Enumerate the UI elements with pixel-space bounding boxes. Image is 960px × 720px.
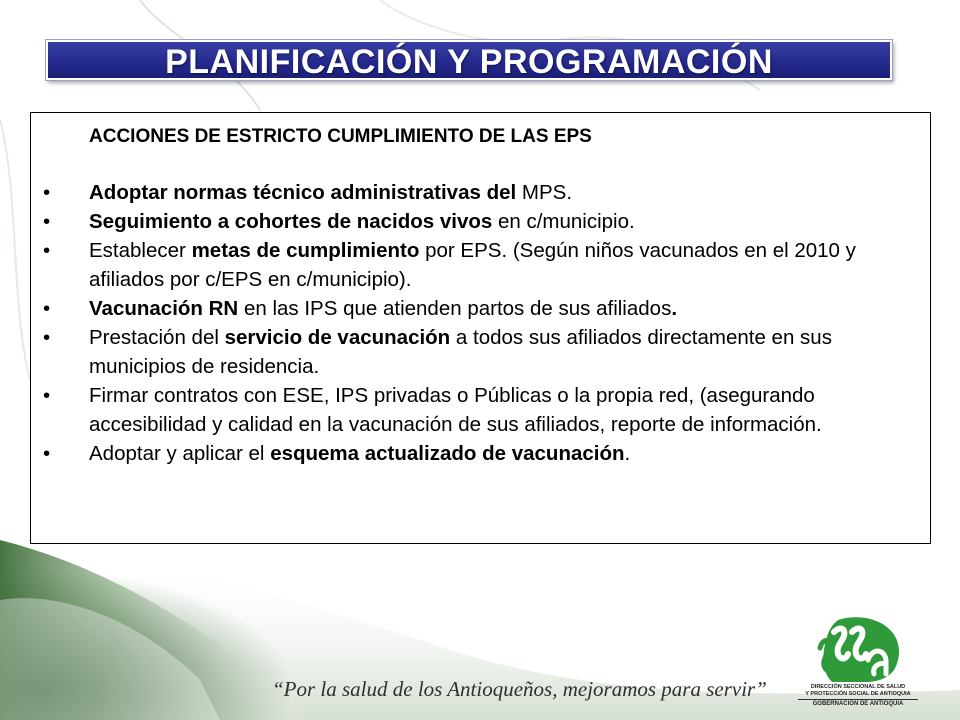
bullet-text: .	[624, 442, 631, 465]
bullet-icon: •	[43, 239, 51, 262]
bullet-item	[41, 294, 926, 323]
logo-line-3: GOBERNACIÓN DE ANTIOQUIA	[798, 699, 918, 708]
bullet-item	[41, 323, 926, 381]
bullet-bold: metas de cumplimiento	[191, 239, 420, 262]
bullet-list	[41, 178, 926, 468]
bullet-item	[41, 236, 926, 294]
bullet-icon: •	[43, 181, 51, 204]
bullet-text: Prestación del	[89, 326, 225, 349]
bullet-icon: •	[43, 384, 51, 407]
bullet-bold: Adoptar normas técnico administrativas del	[89, 181, 517, 204]
bullet-icon: •	[43, 210, 51, 233]
page-title: PLANIFICACIÓN Y PROGRAMACIÓN	[165, 43, 773, 81]
bullet-bold: .	[671, 297, 678, 320]
bullet-bold: Seguimiento a cohortes de nacidos vivos	[89, 210, 493, 233]
bullet-text: Firmar contratos con ESE, IPS privadas o Públicas o la propia red, (asegurando accesibilidad y calidad en la vacunación de sus afiliados, reporte de información.	[89, 384, 822, 436]
content-box	[30, 112, 931, 544]
bullet-text: en c/municipio.	[492, 210, 635, 233]
title-bar	[46, 40, 892, 80]
bullet-text: en las IPS que atienden partos de sus afiliados	[238, 297, 672, 320]
bullet-item	[41, 207, 926, 236]
bullet-item	[41, 381, 926, 439]
bullet-text: por EPS. (Según niños vacunados en el 2010 y afiliados por c/EPS en c/municipio).	[89, 239, 856, 291]
bullet-text: MPS.	[516, 181, 573, 204]
bullet-bold: Vacunación RN	[89, 297, 239, 320]
bullet-text: Adoptar y aplicar el	[89, 442, 271, 465]
logo-line-1: DIRECCIÓN SECCIONAL DE SALUD	[810, 684, 906, 690]
bullet-text: Establecer	[89, 239, 192, 262]
bullet-bold: servicio de vacunación	[224, 326, 451, 349]
slogan: “Por la salud de los Antioqueños, mejoramos para servir”	[272, 677, 767, 701]
bullet-text: a todos sus afiliados directamente en sus municipios de residencia.	[89, 326, 832, 378]
section-heading: ACCIONES DE ESTRICTO CUMPLIMIENTO DE LAS EPS	[89, 126, 592, 147]
logo-line-2: Y PROTECCIÓN SOCIAL DE ANTIOQUIA	[805, 690, 911, 697]
bullet-bold: esquema actualizado de vacunación	[270, 442, 625, 465]
bullet-item	[41, 439, 926, 468]
bullet-icon: •	[43, 442, 51, 465]
bullet-icon: •	[43, 326, 51, 349]
bullet-icon: •	[43, 297, 51, 320]
logo-caption	[798, 684, 918, 708]
bullet-item	[41, 178, 926, 207]
